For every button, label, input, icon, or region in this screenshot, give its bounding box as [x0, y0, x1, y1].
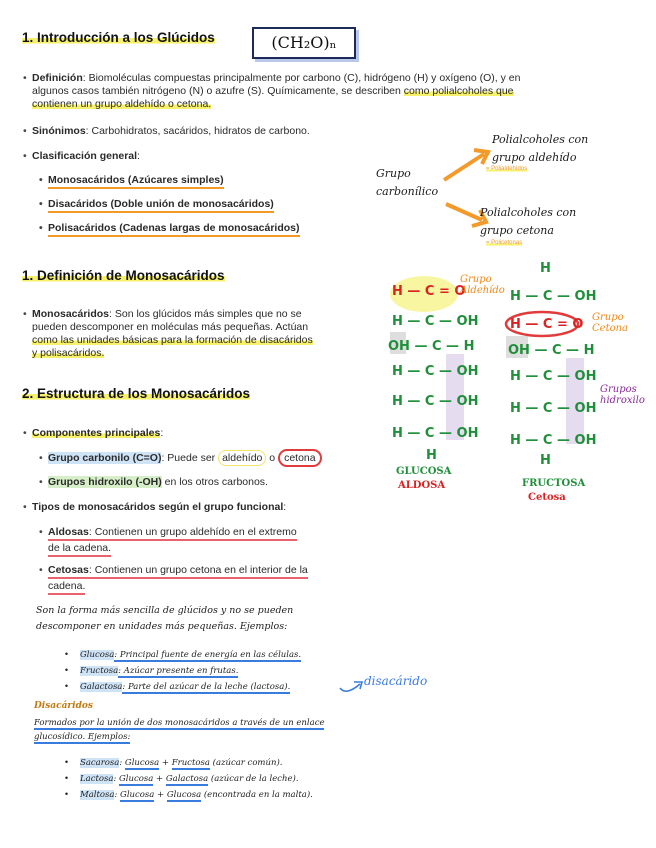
- glucose-row-1-text: H — C = O: [392, 284, 466, 299]
- definition-highlight-1: como polialcoholes que: [403, 85, 514, 97]
- glucose-row-5-text: H — C — OH: [392, 394, 479, 409]
- fructose-row-7: [510, 434, 596, 447]
- lactosa-name: Lactosa: [80, 774, 114, 784]
- policetonas-text: = Policetonas: [486, 240, 523, 246]
- notes-line-1: Son la forma más sencilla de glúcidos y no se pueden: [36, 605, 294, 616]
- class-item-mono: [48, 174, 224, 187]
- cetosas-bullet: [48, 562, 358, 594]
- sacarosa-note: (azúcar común).: [212, 758, 283, 768]
- fructose-row-6-text: H — C — OH: [510, 401, 597, 416]
- aldosas-bullet: [48, 524, 348, 556]
- dis-example-maltosa: • Maltosa: Glucosa + Glucosa (encontrada en la malta).: [64, 790, 313, 800]
- grupo-cetona-label: Grupo Cetona: [592, 312, 629, 334]
- monosacaridos-text-1: : Son los glúcidos más simples que no se: [109, 308, 302, 320]
- polialdehidos-label: [486, 166, 527, 172]
- fructose-row-8-text: H: [540, 453, 551, 468]
- lactosa-b: Galactosa: [165, 774, 209, 784]
- glucose-row-6-text: H — C — OH: [392, 426, 479, 441]
- monosacaridos-text-4: y polisacáridos.: [32, 347, 105, 359]
- maltosa-a: Glucosa: [120, 790, 155, 800]
- monosacaridos-bullet: [32, 308, 362, 360]
- grupo-aldehido-label: Grupo Aldehído: [460, 274, 505, 296]
- o-word: o: [266, 452, 279, 464]
- synonyms-text: : Carbohidratos, sacáridos, hidratos de carbono.: [85, 125, 310, 137]
- hydroxyl-bullet: [48, 476, 268, 489]
- example-glucosa: • Glucosa: Principal fuente de energía en las células.: [64, 650, 302, 660]
- cetosas-label: Cetosas: [48, 564, 89, 579]
- glucosa-label: GLUCOSA: [396, 466, 452, 477]
- policetonas-label: [486, 240, 522, 246]
- types-bullet: [32, 501, 286, 514]
- synonyms-bullet: [32, 125, 310, 138]
- lactosa-colon: :: [113, 774, 117, 784]
- glucose-row-5: [392, 395, 478, 408]
- maltosa-note: (encontrada en la malta).: [203, 790, 313, 800]
- carbonyl-label: Grupo carbonilo (C=O): [48, 452, 162, 464]
- dis-example-sacarosa: • Sacarosa: Glucosa + Fructosa (azúcar común).: [64, 758, 283, 768]
- glucose-row-7-text: H: [426, 448, 437, 463]
- lactosa-a: Glucosa: [119, 774, 154, 784]
- types-colon: :: [283, 501, 287, 513]
- aldosa-label: ALDOSA: [398, 480, 446, 491]
- fructose-row-7-text: H — C — OH: [510, 433, 597, 448]
- arrow-up-line: [444, 154, 484, 180]
- aldosas-text-1: : Contienen un grupo aldehído en el extremo: [89, 526, 297, 541]
- cetosa-label: Cetosa: [528, 492, 566, 503]
- section1-title: [22, 30, 215, 45]
- class-item-poli: [48, 222, 300, 235]
- classification-bullet: [32, 150, 140, 163]
- disacaridos-paragraph: [34, 716, 324, 744]
- lactosa-note: (azúcar de la leche).: [210, 774, 299, 784]
- cetosas-text-1: : Contienen un grupo cetona en el interior de la: [89, 564, 308, 579]
- fructose-row-4-text: OH — C — H: [508, 343, 595, 358]
- fructose-row-5: [510, 370, 596, 383]
- formula-box: [252, 27, 356, 59]
- classification-colon: :: [137, 150, 140, 162]
- polialdehidos-text: = Polialdehídos: [486, 166, 528, 172]
- carbonyl-text: : Puede ser: [161, 452, 219, 464]
- example-fructosa-text: : Azúcar presente en frutas.: [118, 666, 239, 676]
- components-label: Componentes principales: [32, 427, 161, 439]
- section3-title: [22, 386, 250, 401]
- carbonyl-bullet: [48, 452, 322, 465]
- fructose-row-2-text: H — C — OH: [510, 289, 597, 304]
- sacarosa-b: Fructosa: [171, 758, 210, 768]
- dis-example-lactosa: • Lactosa: Glucosa + Galactosa (azúcar de la leche).: [64, 774, 299, 784]
- maltosa-b: Glucosa: [166, 790, 202, 800]
- definition-label: Definición: [32, 72, 83, 84]
- definition-text-2: algunos casos también nitrógeno (N) o azufre (S). Químicamente, se describen: [32, 85, 404, 97]
- maltosa-colon: :: [114, 790, 118, 800]
- classification-label: Clasificación general: [32, 150, 138, 162]
- sacarosa-name: Sacarosa: [80, 758, 120, 768]
- glucose-row-6: [392, 427, 478, 440]
- fructose-row-2: [510, 290, 596, 303]
- glucose-row-3-text: OH — C — H: [388, 339, 475, 354]
- sacarosa-colon: :: [119, 758, 123, 768]
- fructose-row-6: [510, 402, 596, 415]
- aldehido-word: aldehído: [218, 450, 266, 466]
- maltosa-plus: +: [157, 790, 165, 800]
- formula-text: (CH₂O)ₙ: [271, 33, 337, 52]
- monosacaridos-text-3: como las unidades básicas para la formación de disacáridos: [32, 334, 313, 346]
- example-glucosa-name: Glucosa: [80, 650, 115, 660]
- example-glucosa-text: : Principal fuente de energía en las células.: [114, 650, 302, 660]
- dis-line-2: glucosídico. Ejemplos:: [34, 732, 131, 742]
- section2-title: [22, 268, 225, 283]
- monosacaridos-label: Monosacáridos: [32, 308, 110, 320]
- glucose-row-4: [392, 365, 478, 378]
- types-label: Tipos de monosacáridos según el grupo funcional: [32, 501, 284, 513]
- section2-title-text: 1. Definición de Monosacáridos: [22, 268, 225, 283]
- example-galactosa-text: : Parte del azúcar de la leche (lactosa).: [122, 682, 291, 692]
- maltosa-name: Maltosa: [80, 790, 115, 800]
- disacaridos-title: Disacáridos: [34, 701, 93, 711]
- polialcoholes-aldehido-label: Polialcoholes con grupo aldehído: [492, 133, 589, 164]
- class-item-mono-text: Monosacáridos (Azúcares simples): [48, 174, 224, 189]
- dis-line-1: Formados por la unión de dos monosacáridos a través de un enlace: [34, 718, 325, 728]
- fructose-row-3-text: H — C = O: [510, 317, 584, 332]
- definition-bullet: [32, 72, 622, 111]
- glucose-row-4-text: H — C — OH: [392, 364, 479, 379]
- components-bullet: [32, 427, 163, 440]
- components-colon: :: [160, 427, 164, 439]
- fructose-row-5-text: H — C — OH: [510, 369, 597, 384]
- sacarosa-plus: +: [161, 758, 170, 768]
- section1-title-text: 1. Introducción a los Glúcidos: [22, 30, 215, 45]
- cetosas-text-2: cadena.: [48, 580, 85, 595]
- aldosas-text-2: de la cadena.: [48, 542, 111, 557]
- synonyms-label: Sinónimos: [32, 125, 86, 137]
- aldosas-label: Aldosas: [48, 526, 89, 541]
- glucose-row-3: [388, 340, 474, 353]
- sacarosa-a: Glucosa: [124, 758, 160, 768]
- fructose-row-1-text: H: [540, 261, 551, 276]
- monosacaridos-text-2: pueden descomponer en moléculas más pequeñas. Actúan: [32, 321, 309, 333]
- definition-highlight-2: contienen un grupo aldehído o cetona.: [32, 98, 212, 110]
- example-fructosa: • Fructosa: Azúcar presente en frutas.: [64, 666, 239, 676]
- fructose-row-8: [540, 454, 551, 467]
- definition-text-1: : Biomoléculas compuestas principalmente por carbono (C), hidrógeno (H) y oxígeno (O), y en: [82, 72, 521, 84]
- hydroxyl-label: Grupos hidroxilo (-OH): [48, 476, 162, 488]
- glucose-row-7: [426, 449, 437, 462]
- glucose-row-2: [392, 315, 478, 328]
- section3-title-text: 2. Estructura de los Monosacáridos: [22, 386, 251, 401]
- glucose-row-1: [392, 285, 465, 298]
- fructose-row-1: [540, 262, 551, 275]
- example-galactosa-name: Galactosa: [80, 682, 123, 692]
- grupos-hidroxilo-label: Grupos hidroxilo: [600, 384, 645, 406]
- fructose-row-4: [508, 344, 594, 357]
- class-item-poli-text: Polisacáridos (Cadenas largas de monosacáridos): [48, 222, 300, 237]
- polialcoholes-cetona-label: Polialcoholes con grupo cetona: [480, 206, 577, 237]
- hydroxyl-text: en los otros carbonos.: [161, 476, 268, 488]
- fructosa-label: FRUCTOSA: [522, 478, 586, 489]
- example-galactosa: • Galactosa: Parte del azúcar de la leche (lactosa).: [64, 682, 291, 692]
- lactosa-plus: +: [156, 774, 164, 784]
- notes-line-2: descomponer en unidades más pequeñas. Ejemplos:: [36, 621, 288, 632]
- glucose-row-2-text: H — C — OH: [392, 314, 479, 329]
- cetona-word: cetona: [278, 449, 322, 467]
- fructose-row-3: [510, 318, 583, 331]
- disacarido-note: disacárido: [364, 674, 428, 688]
- class-item-di: [48, 198, 274, 211]
- arrow-down-line: [446, 204, 482, 220]
- example-fructosa-name: Fructosa: [80, 666, 119, 676]
- class-item-di-text: Disacáridos (Doble unión de monosacáridos): [48, 198, 274, 213]
- notes-paragraph: [36, 603, 293, 635]
- grupo-carbonilico-label: Grupo carbonílico: [376, 167, 439, 198]
